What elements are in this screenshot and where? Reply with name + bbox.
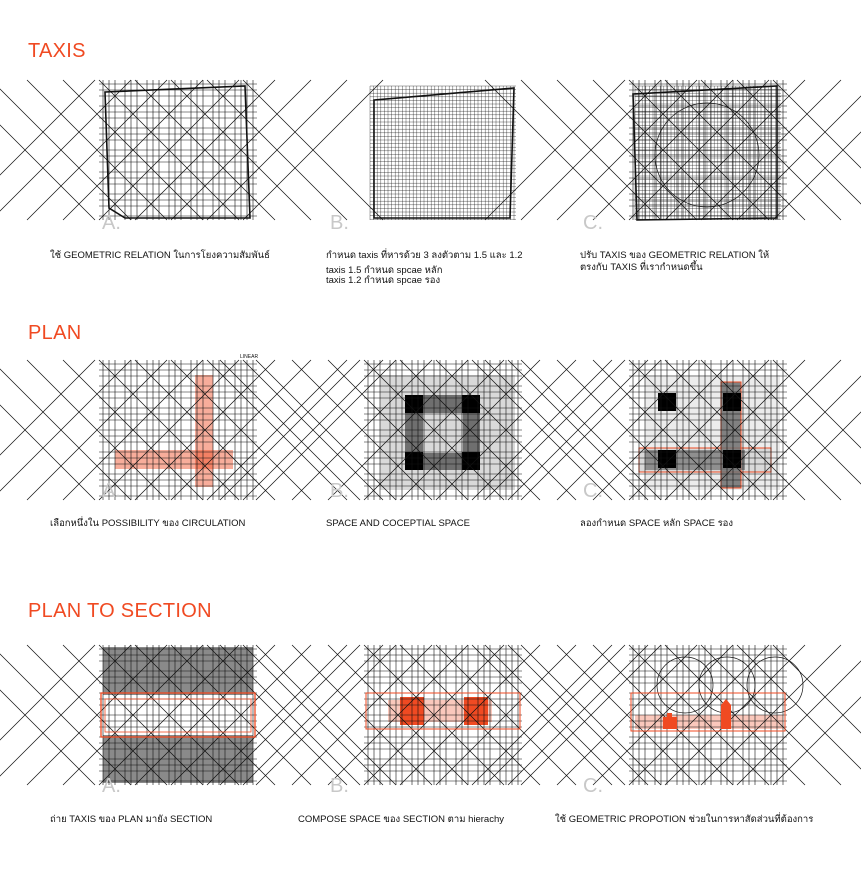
taxis-b-letter: B.: [330, 212, 349, 234]
taxis-c-diagram: [625, 80, 790, 235]
taxis-a-caption-line: ใช้ GEOMETRIC RELATION ในการโยงความสัมพันธ์: [50, 250, 270, 261]
taxis-panel-b: [360, 80, 525, 235]
plan-c-diagram: [625, 360, 790, 515]
plan-c-caption: [580, 518, 733, 530]
taxis-c-caption-line: ตรงกับ TAXIS ที่เรากำหนดขึ้น: [580, 262, 703, 273]
diagonal-line: [0, 645, 95, 785]
section-c-caption: [555, 814, 813, 826]
plan-panel-b: [360, 360, 525, 515]
section-c-tall-volume: [721, 699, 731, 729]
plan-c-letter: C.: [583, 480, 603, 502]
plan-c-black-block: [723, 450, 741, 468]
diagonal-line: [0, 80, 95, 220]
taxis-b-caption-line: taxis 1.5 กำหนด spcae หลัก: [326, 265, 443, 276]
diagonal-line: [0, 360, 95, 500]
section-a-letter: A.: [102, 775, 121, 797]
section-title-plan: PLAN: [28, 322, 82, 344]
section-b-caption-line: COMPOSE SPACE ของ SECTION ตาม hierachy: [298, 814, 504, 825]
taxis-b-fine-grid: [370, 86, 516, 220]
section-panel-c: [625, 645, 790, 800]
section-a-caption: [50, 814, 212, 826]
section-b-caption: [298, 814, 504, 826]
section-title-taxis: TAXIS: [28, 40, 86, 62]
diagonal-line: [0, 80, 95, 220]
section-c-letter: C.: [583, 775, 603, 797]
plan-b-letter: B.: [330, 480, 349, 502]
section-b-diagram: [360, 645, 525, 800]
plan-panel-c: [625, 360, 790, 515]
section-a-caption-line: ถ่าย TAXIS ของ PLAN มายัง SECTION: [50, 814, 213, 825]
taxis-b-diagram: [360, 80, 525, 235]
taxis-c-caption: [580, 250, 769, 274]
taxis-a-grid: [99, 80, 257, 220]
section-title-plan-to-section: PLAN TO SECTION: [28, 600, 212, 622]
diagonal-line: [0, 645, 95, 785]
taxis-c-caption-line: ปรับ TAXIS ของ GEOMETRIC RELATION ให้: [580, 250, 770, 261]
section-c-diagram: [625, 645, 790, 800]
plan-a-grid: [99, 360, 257, 500]
plan-a-letter: A.: [102, 480, 121, 502]
taxis-a-caption: [50, 250, 270, 262]
plan-b-caption: [326, 518, 470, 530]
section-c-caption-line: ใช้ GEOMETRIC PROPOTION ช่วยในการหาสัดส่วนที่ต้องการ: [555, 814, 814, 825]
taxis-panel-c: [625, 80, 790, 235]
section-b-letter: B.: [330, 775, 349, 797]
plan-a-linear-tag: LINEAR: [240, 354, 259, 360]
section-panel-b: [360, 645, 525, 800]
taxis-b-caption-line: taxis 1.2 กำหนด spcae รอง: [326, 275, 441, 286]
plan-a-caption-line: เลือกหนึ่งใน POSSIBILITY ของ CIRCULATION: [50, 518, 246, 529]
section-c-grid: [629, 645, 787, 785]
plan-a-caption: [50, 518, 245, 530]
section-c-circle: [747, 657, 803, 713]
section-b-grid: [364, 645, 522, 785]
taxis-a-letter: A.: [102, 212, 121, 234]
plan-b-inner-void: [423, 413, 463, 453]
taxis-b-caption-line: กำหนด taxis ที่หารด้วย 3 ลงตัวตาม 1.5 และ 1.2: [326, 250, 523, 261]
taxis-c-letter: C.: [583, 212, 603, 234]
plan-b-diagram: [360, 360, 525, 515]
taxis-b-caption: [326, 250, 523, 286]
diagonal-line: [0, 360, 95, 500]
plan-b-black-block: [405, 452, 423, 470]
taxis-c-grid: [629, 80, 787, 220]
plan-b-caption-line: SPACE AND COCEPTIAL SPACE: [326, 518, 470, 529]
plan-c-caption-line: ลองกำหนด SPACE หลัก SPACE รอง: [580, 518, 734, 529]
